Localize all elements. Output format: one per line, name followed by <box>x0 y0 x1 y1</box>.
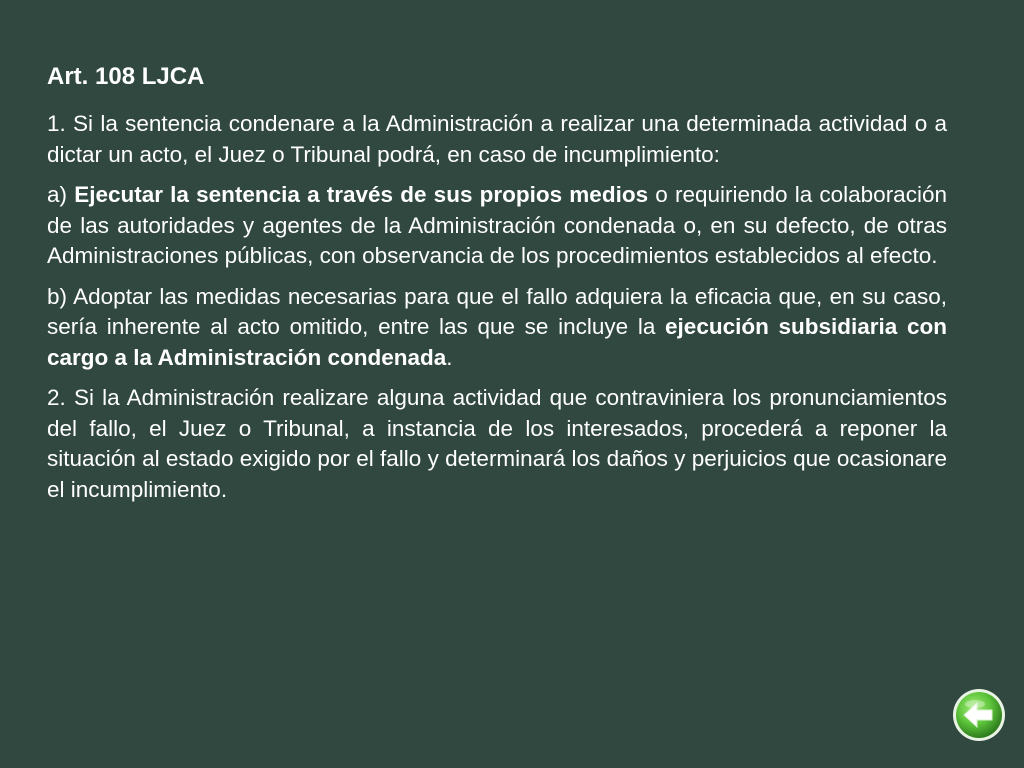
paragraph-2-bold: Ejecutar la sentencia a través de sus propios medios <box>74 182 649 207</box>
slide-content <box>47 62 947 515</box>
back-button[interactable] <box>951 687 1007 743</box>
paragraph-3 <box>47 282 947 374</box>
back-arrow-icon <box>951 687 1007 743</box>
paragraph-3-text: b) Adoptar las medidas necesarias para que el fallo adquiera la eficacia que, en su caso, sería inherente al acto omitido, entre las que se incluye la <box>47 283 947 339</box>
paragraph-3-bold: ejecución subsidiaria con cargo a la Administración condenada <box>47 314 947 370</box>
paragraph-2 <box>47 180 947 272</box>
paragraph-2-prefix: a) <box>47 182 75 207</box>
paragraph-1: 1. Si la sentencia condenare a la Administración a realizar una determinada actividad o a dictar un acto, el Juez o Tribunal podrá, en caso de incumplimiento: <box>47 111 947 167</box>
paragraph-4: 2. Si la Administración realizare alguna actividad que contraviniera los pronunciamientos del fallo, el Juez o Tribunal, a instancia de los interesados, procederá a reponer la situación al estado exigido por el fallo y determinará los daños y perjuicios que ocasionare el incumplimiento. <box>47 385 947 502</box>
paragraph-3-end: . <box>446 344 453 370</box>
paragraph-2-rest: o requiriendo la colaboración de las autoridades y agentes de la Administración condenada o, en su defecto, de otras Administraciones públicas, con observancia de los procedimientos establecidos al efecto. <box>47 182 947 268</box>
slide-title: Art. 108 LJCA <box>47 63 205 90</box>
